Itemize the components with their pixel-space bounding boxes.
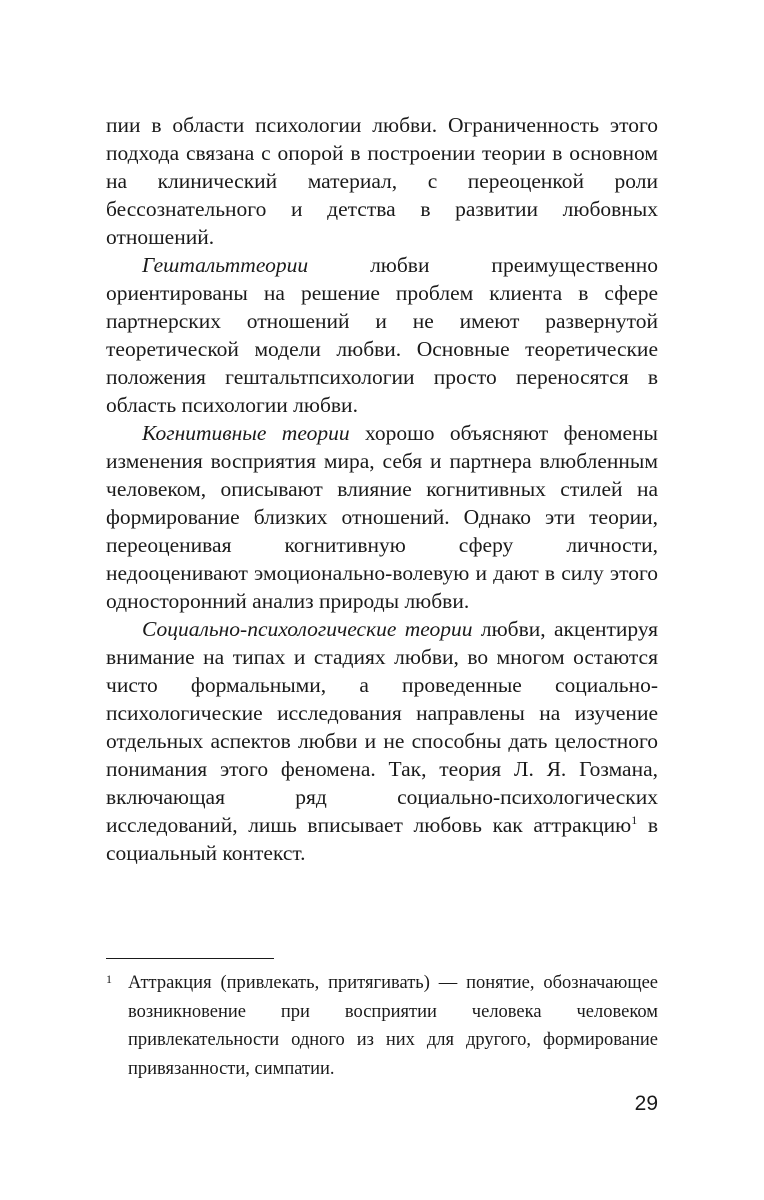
paragraph-3-text: хорошо объясняют феномены изменения восприятия мира, себя и партнера влюбленным человеком, описывают влияние когнитивных стилей на формирование близких отношений. Однако эти теории, переоценивая когнитивную сферу личности, недооценивают эмоционально-волевую и дают в силу этого односторонний анализ природы любви. xyxy=(106,421,658,613)
footnote-divider xyxy=(106,958,274,959)
paragraph-3 xyxy=(106,419,658,615)
page-number: 29 xyxy=(634,1092,658,1115)
footnote-mark: 1 xyxy=(106,972,112,986)
page-body xyxy=(106,111,658,867)
paragraph-4-lead: Социально-психологические теории xyxy=(142,617,473,641)
paragraph-1-text: пии в области психологии любви. Ограниченность этого подхода связана с опорой в построении теории в основном на клинический материал, с переоценкой роли бессознательного и детства в развитии любовных отношений. xyxy=(106,113,658,249)
main-text xyxy=(106,111,658,867)
footnote-text: Аттракция (привлекать, притягивать) — понятие, обозначающее возникновение при восприятии человека человеком привлекательности одного из них для другого, формирование привязанности, симпатии. xyxy=(128,973,658,1079)
paragraph-3-lead: Когнитивные теории xyxy=(142,421,350,445)
footnote-reference[interactable]: 1 xyxy=(631,813,638,827)
footnote xyxy=(106,969,658,1083)
paragraph-2-text: любви преимущественно ориентированы на решение проблем клиента в сфере партнерских отношений и не имеют развернутой теоретической модели любви. Основные теоретические положения гештальтпсихологии просто переносятся в область психологии любви. xyxy=(106,253,658,417)
paragraph-4 xyxy=(106,615,658,867)
paragraph-2-lead: Гештальттеории xyxy=(142,253,309,277)
paragraph-2 xyxy=(106,251,658,419)
paragraph-4-tail: в социальный контекст. xyxy=(106,813,658,865)
paragraph-4-text: любви, акцентируя внимание на типах и стадиях любви, во многом остаются чисто формальными, а проведенные социально-психологические исследования направлены на изучение отдельных аспектов любви и не способны дать целостного понимания этого феномена. Так, теория Л. Я. Гозмана, включающая ряд социально-психологических исследований, лишь вписывает любовь как аттракцию xyxy=(106,617,658,837)
paragraph-1 xyxy=(106,111,658,251)
